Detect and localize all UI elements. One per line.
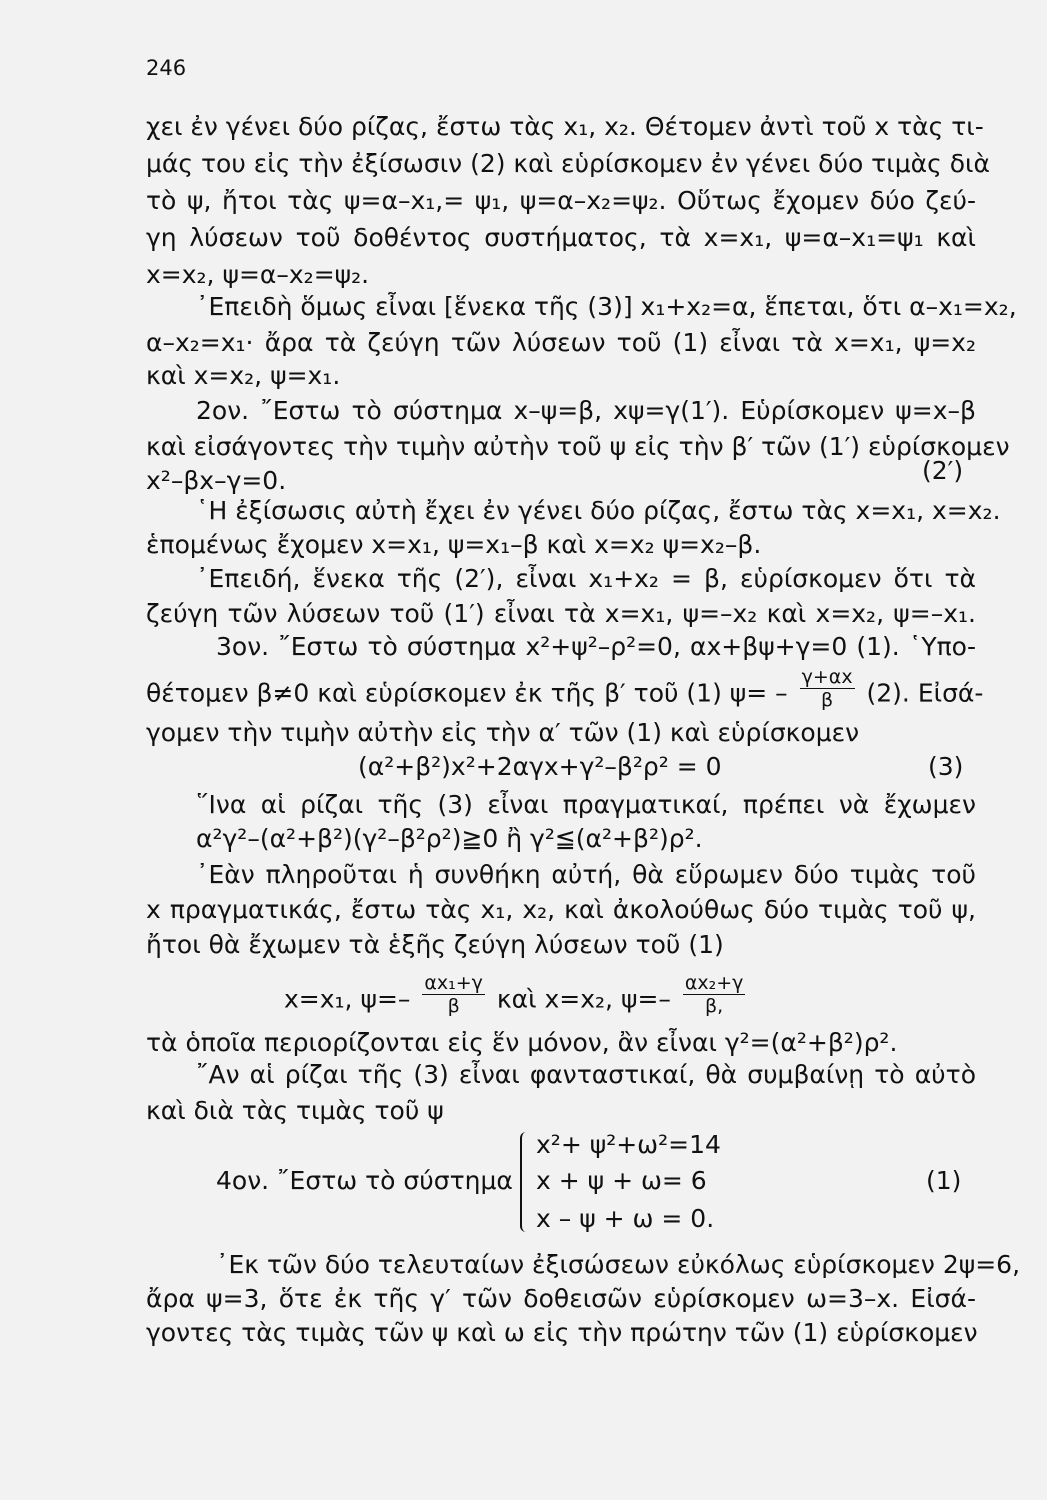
text-line: τὸ ψ, ἤτοι τὰς ψ=α–x₁,= ψ₁, ψ=α–x₂=ψ₂. Οὕτως ἔχομεν δύο ζεύ- [146, 186, 976, 215]
text-line: χει ἐν γένει δύο ρίζας, ἔστω τὰς x₁, x₂. Θέτομεν ἀντὶ τοῦ x τὰς τι- [146, 112, 984, 141]
text-line: ῞Ινα αἱ ρίζαι τῆς (3) εἶναι πραγματικαί, πρέπει νὰ ἔχωμεν [196, 790, 976, 819]
text-line: 3ον. ῎Εστω τὸ σύστημα x²+ψ²–ρ²=0, αx+βψ+γ=0 (1). ῾Υπο- [216, 632, 976, 661]
equation: x + ψ + ω= 6 [536, 1166, 707, 1195]
text-line: ᾿Εκ τῶν δύο τελευταίων ἐξισώσεων εὐκόλως εὑρίσκομεν 2ψ=6, [216, 1250, 1021, 1279]
text-segment: (2). Εἰσά- [866, 678, 984, 708]
fraction-denominator: β [821, 689, 834, 711]
text-line: ᾿Επειδὴ ὅμως εἶναι [ἕνεκα τῆς (3)] x₁+x₂=α, ἕπεται, ὅτι α–x₁=x₂, [196, 292, 1017, 321]
system-brace [520, 1132, 532, 1232]
text-line: x²–βx–γ=0. [146, 466, 287, 495]
text-line: 4ον. ῎Εστω τὸ σύστημα [216, 1166, 513, 1195]
text-line: x=x₂, ψ=α–x₂=ψ₂. [146, 260, 370, 289]
text-line: α²γ²–(α²+β²)(γ²–β²ρ²)≧0 ἢ γ²≦(α²+β²)ρ². [196, 824, 703, 853]
text-line: α–x₂=x₁· ἄρα τὰ ζεύγη τῶν λύσεων τοῦ (1) εἶναι τὰ x=x₁, ψ=x₂ [146, 328, 976, 357]
text-line: καὶ εἰσάγοντες τὴν τιμὴν αὐτὴν τοῦ ψ εἰς τὴν β′ τῶν (1′) εὑρίσκομεν [146, 432, 1010, 461]
equation-number: (2′) [922, 456, 964, 485]
text-line: ἤτοι θὰ ἔχωμεν τὰ ἑξῆς ζεύγη λύσεων τοῦ (1) [146, 930, 724, 959]
text-segment: καὶ x=x₂, ψ=– [496, 984, 671, 1014]
fraction [800, 666, 855, 711]
fraction-numerator: γ+αx [801, 666, 853, 688]
text-line: ἑπομένως ἔχομεν x=x₁, ψ=x₁–β καὶ x=x₂ ψ=x₂–β. [146, 530, 762, 559]
text-segment: θέτομεν β≠0 καὶ εὑρίσκομεν ἐκ τῆς β′ τοῦ (1) ψ= – [146, 678, 788, 708]
fraction [422, 972, 485, 1017]
text-line: καὶ x=x₂, ψ=x₁. [146, 361, 341, 390]
fraction-denominator: β [447, 995, 460, 1017]
text-line: x πραγματικάς, ἔστω τὰς x₁, x₂, καὶ ἀκολούθως δύο τιμὰς τοῦ ψ, [146, 895, 976, 924]
text-line: ᾿Επειδή, ἕνεκα τῆς (2′), εἶναι x₁+x₂ = β, εὑρίσκομεν ὅτι τὰ [196, 564, 976, 593]
equation: x²+ ψ²+ω²=14 [536, 1130, 721, 1159]
fraction-denominator: β, [705, 995, 724, 1017]
page-number: 246 [146, 56, 187, 80]
equation-number: (1) [926, 1166, 962, 1195]
text-line: 2ον. ῎Εστω τὸ σύστημα x–ψ=β, xψ=γ(1′). Εὑρίσκομεν ψ=x–β [196, 396, 976, 425]
fraction-numerator: αx₁+γ [424, 972, 483, 994]
text-line: γομεν τὴν τιμὴν αὐτὴν εἰς τὴν α′ τῶν (1) καὶ εὑρίσκομεν [146, 718, 860, 747]
text-line: ῎Αν αἱ ρίζαι τῆς (3) εἶναι φανταστικαί, θὰ συμβαίνῃ τὸ αὐτὸ [196, 1060, 976, 1089]
text-line: ῾Η ἐξίσωσις αὐτὴ ἔχει ἐν γένει δύο ρίζας, ἔστω τὰς x=x₁, x=x₂. [196, 496, 1001, 525]
text-line: ᾿Εὰν πληροῦται ἡ συνθήκη αὐτή, θὰ εὕρωμεν δύο τιμὰς τοῦ [196, 860, 976, 889]
text-line: καὶ διὰ τὰς τιμὰς τοῦ ψ [146, 1096, 444, 1125]
equation: (α²+β²)x²+2αγx+γ²–β²ρ² = 0 [358, 752, 722, 781]
text-segment: x=x₁, ψ=– [284, 984, 411, 1014]
fraction [683, 972, 746, 1017]
text-line: γοντες τὰς τιμὰς τῶν ψ καὶ ω εἰς τὴν πρώτην τῶν (1) εὑρίσκομεν [146, 1318, 978, 1347]
equation-number: (3) [928, 752, 964, 781]
text-line: ζεύγη τῶν λύσεων τοῦ (1′) εἶναι τὰ x=x₁, ψ=–x₂ καὶ x=x₂, ψ=–x₁. [146, 599, 976, 628]
equation [284, 972, 749, 1023]
equation: x – ψ + ω = 0. [536, 1204, 715, 1233]
text-line: ἄρα ψ=3, ὅτε ἐκ τῆς γ′ τῶν δοθεισῶν εὑρίσκομεν ω=3–x. Εἰσά- [146, 1284, 976, 1313]
text-line: γη λύσεων τοῦ δοθέντος συστήματος, τὰ x=x₁, ψ=α–x₁=ψ₁ καὶ [146, 223, 976, 252]
text-line [146, 666, 984, 717]
text-line: τὰ ὁποῖα περιορίζονται εἰς ἕν μόνον, ἂν εἶναι γ²=(α²+β²)ρ². [146, 1028, 898, 1057]
text-line: μάς του εἰς τὴν ἐξίσωσιν (2) καὶ εὑρίσκομεν ἐν γένει δύο τιμὰς διὰ [146, 149, 990, 178]
fraction-numerator: αx₂+γ [684, 972, 744, 994]
